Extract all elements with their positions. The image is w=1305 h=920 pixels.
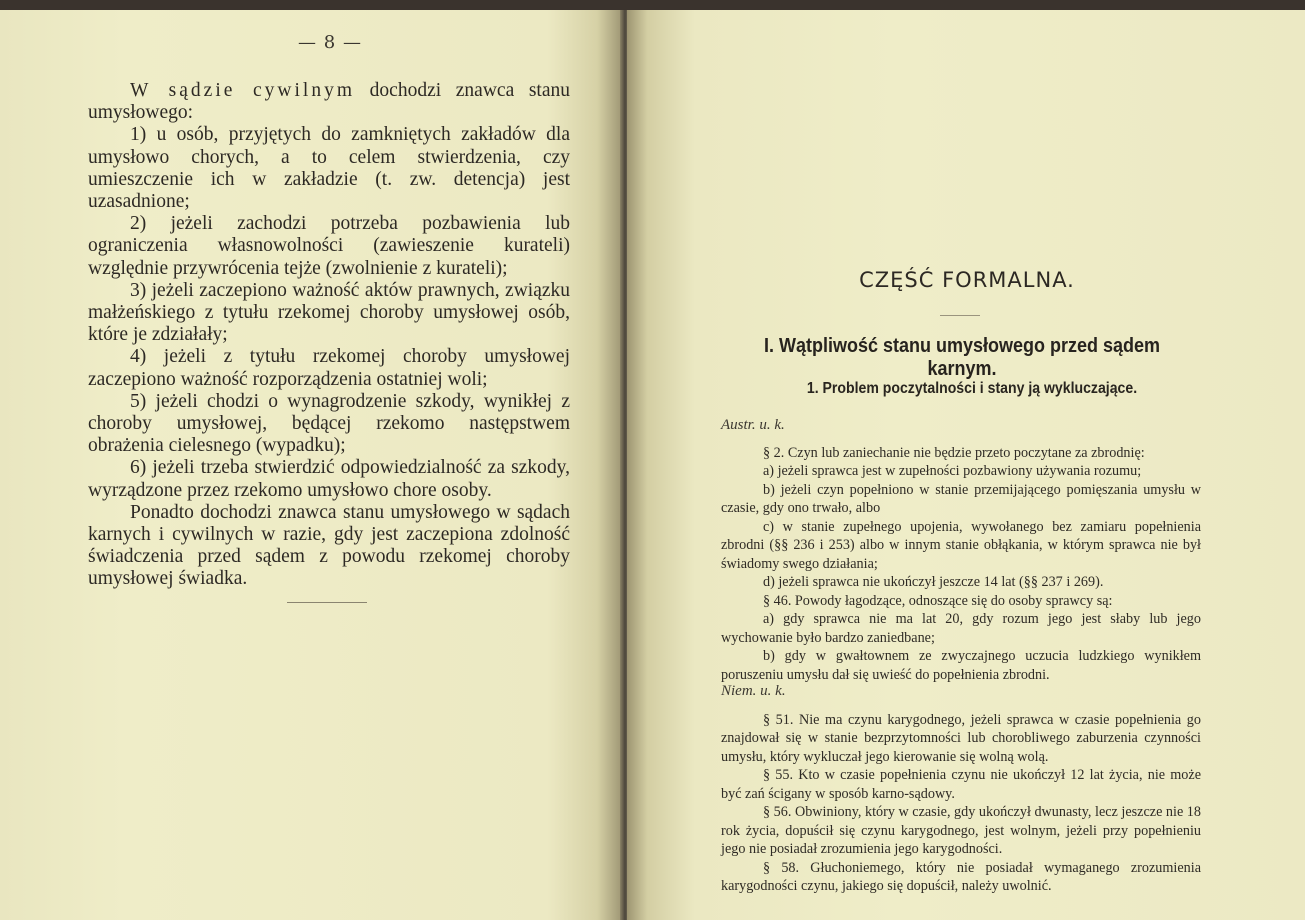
paragraph-item-6: 6) jeżeli trzeba stwierdzić odpowiedzialność za szkody, wyrządzone przez rzekomo umysłowo chore osoby.	[88, 457, 570, 501]
right-page	[627, 10, 1305, 920]
austr-paragraph: b) gdy w gwałtownem ze zwyczajnego uczucia ludzkiego wynikłem poruszeniu umysłu dał się uwieść do popełnienia zbrodni.	[721, 648, 1201, 683]
divider-rule	[940, 315, 980, 316]
paragraph-intro	[88, 80, 570, 124]
left-page	[0, 10, 622, 920]
niem-paragraph: § 58. Głuchoniemego, który nie posiadał wymaganego zrozumienia karygodności czynu, jakiego się dopuścił, należy uwolnić.	[721, 859, 1201, 894]
paragraph-item-3: 3) jeżeli zaczepiono ważność aktów prawnych, związku małżeńskiego z tytułu rzekomej choroby umysłowej osób, które je zdziałały;	[88, 279, 570, 346]
austr-paragraph: § 2. Czyn lub zaniechanie nie będzie przeto poczytane za zbrodnię:	[763, 444, 1145, 461]
chapter-title: I. Wątpliwość stanu umysłowego przed sądem karnym.	[763, 335, 1161, 380]
paragraph-item-2: 2) jeżeli zachodzi potrzeba pozbawienia lub ograniczenia własnowolności (zawieszenie kurateli) względnie przywrócenia tejże (zwolnienie z kurateli);	[88, 213, 570, 279]
paragraph-intro-lead: W sądzie cywilnym	[130, 80, 356, 101]
left-page-text	[88, 80, 570, 591]
paragraph-closing: Ponadto dochodzi znawca stanu umysłowego w sądach karnych i cywilnych w razie, gdy jest zaczepiona zdolność świadczenia przed sądem z powodu rzekomej choroby umysłowej świadka.	[88, 501, 570, 590]
german-code-block	[721, 682, 1201, 896]
austrian-code-block	[721, 416, 1201, 684]
code-label-austr: Austr. u. k.	[721, 417, 785, 433]
austr-paragraph: d) jeżeli sprawca nie ukończył jeszcze 14 lat (§§ 237 i 269).	[763, 574, 1104, 590]
austr-paragraph: § 46. Powody łagodzące, odnoszące się do osoby sprawcy są:	[763, 592, 1113, 609]
paragraph-item-5: 5) jeżeli chodzi o wynagrodzenie szkody, wynikłej z choroby umysłowej, będącej rzekomo następstwem obrażenia cielesnego (wypadku);	[88, 390, 570, 457]
austr-paragraph: a) jeżeli sprawca jest w zupełności pozbawiony używania rozumu;	[763, 463, 1142, 479]
subchapter-title: 1. Problem poczytalności i stany ją wykluczające.	[806, 380, 1138, 397]
divider-rule	[287, 602, 367, 603]
austr-paragraph: c) w stanie zupełnego upojenia, wywołanego bez zamiaru popełnienia zbrodni (§§ 236 i 253) albo w innym stanie obłąkania, w którym sprawca nie był świadomy swego działania;	[721, 518, 1201, 572]
page-number: — 8 —	[298, 32, 362, 53]
paragraph-item-1: 1) u osób, przyjętych do zamkniętych zakładów dla umysłowo chorych, a to celem stwierdzenia, czy umieszczenie ich w zakładzie (t. zw. detencja) jest uzasadnione;	[88, 124, 570, 213]
niem-paragraph: § 56. Obwiniony, który w czasie, gdy ukończył dwunasty, lecz jeszcze nie 18 rok życia, dopuścił się czynu karygodnego, jest wolnym, jeżeli przy popełnieniu jego nie posiadał zrozumienia jego karygodności.	[721, 804, 1201, 857]
section-title: CZĘŚĆ FORMALNA.	[859, 268, 1075, 292]
austr-paragraph: a) gdy sprawca nie ma lat 20, gdy rozum jego jest słaby lub jego wychowanie było bardzo zaniedbane;	[721, 611, 1201, 646]
paragraph-intro-rest: dochodzi znawca stanu umysłowego:	[88, 80, 571, 124]
niem-paragraph: § 55. Kto w czasie popełnienia czynu nie ukończył 12 lat życia, nie może być zań ścigany w sposób karno-sądowy.	[721, 767, 1201, 802]
austr-paragraph: b) jeżeli czyn popełniono w stanie przemijającego pomięszania umysłu w czasie, gdy ono trwało, albo	[721, 481, 1201, 516]
code-label-niem: Niem. u. k.	[721, 683, 786, 699]
niem-paragraph: § 51. Nie ma czynu karygodnego, jeżeli sprawca w czasie popełnienia go znajdował się w stanie bezprzytomności lub chorobliwego zaburzenia czynności umysłu, który wykluczał jego kierowanie się wolną wolą.	[721, 711, 1201, 765]
paragraph-item-4: 4) jeżeli z tytułu rzekomej choroby umysłowej zaczepiono ważność rozporządzenia ostatniej woli;	[88, 346, 570, 390]
